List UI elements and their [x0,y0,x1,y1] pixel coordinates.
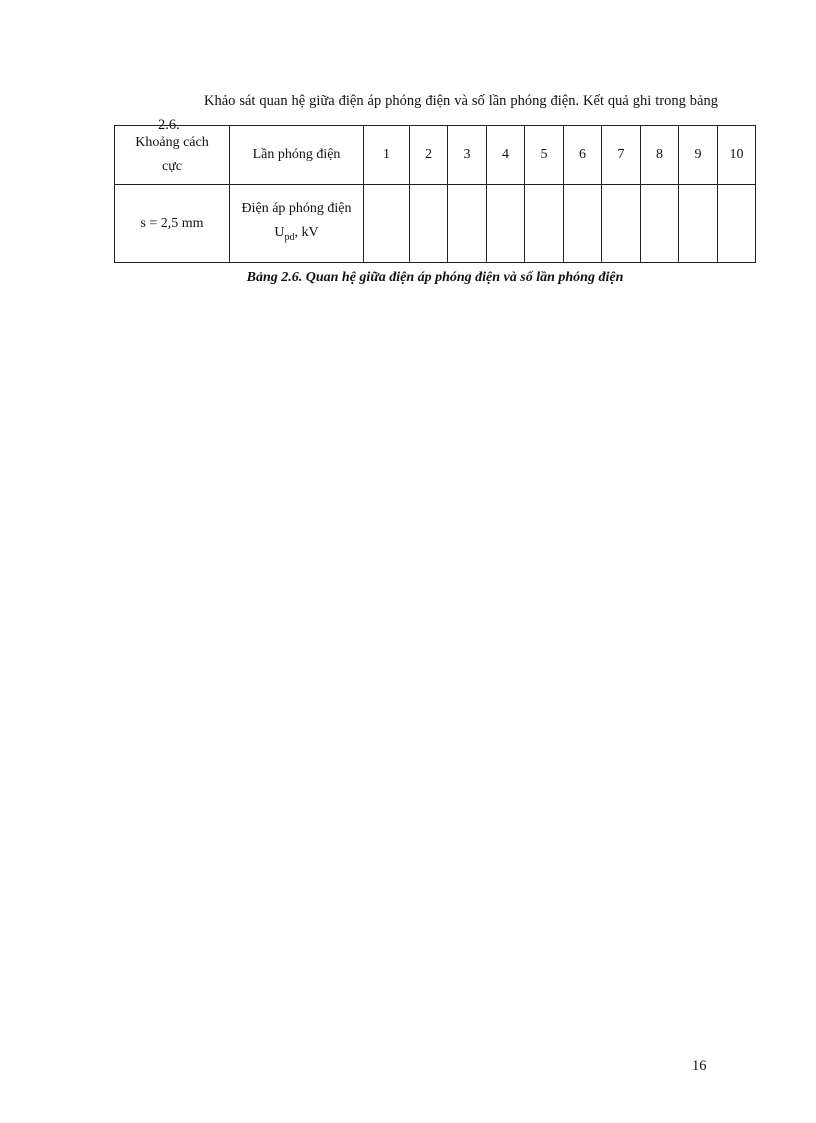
voltage-symbol: U [274,225,285,241]
table-header-row [115,126,756,185]
distance-value: s = 2,5 mm [140,215,204,231]
voltage-value-cell [718,185,756,263]
count-header-label: Lần phóng điện [252,147,341,162]
discharge-number: 1 [383,147,390,162]
intro-paragraph: Khảo sát quan hệ giữa điện áp phóng điện và số lần phóng điện. Kết quả ghi trong bảng 2.6. [158,92,718,133]
table-caption: Bảng 2.6. Quan hệ giữa điện áp phóng điện và số lần phóng điện [246,270,624,285]
voltage-value-cell [410,185,448,263]
distance-header-label: Khoảng cách cực [135,135,209,174]
discharge-number-cell [364,126,410,185]
voltage-unit: , kV [294,225,319,241]
discharge-number: 2 [425,147,432,162]
voltage-label: Điện áp phóng điện [241,201,352,217]
discharge-number: 9 [694,147,702,162]
voltage-value-cell [487,185,525,263]
discharge-number-cell [448,126,487,185]
discharge-table [114,125,756,263]
voltage-value-cell [602,185,641,263]
distance-value-cell [115,185,230,263]
table-value-row [115,185,756,263]
distance-header-cell [115,126,230,185]
voltage-symbol-line [230,221,363,250]
voltage-subscript: pd [284,231,295,243]
discharge-number-cell [679,126,718,185]
discharge-number: 4 [502,147,509,162]
count-header-cell [230,126,364,185]
discharge-number-cell [718,126,756,185]
discharge-number-cell [602,126,641,185]
discharge-number-cell [410,126,448,185]
discharge-number: 3 [463,147,471,162]
discharge-number-cell [641,126,679,185]
voltage-value-cell [448,185,487,263]
discharge-number: 8 [656,147,663,162]
discharge-number: 10 [729,147,744,162]
voltage-value-cell [564,185,602,263]
voltage-value-cell [525,185,564,263]
discharge-number: 6 [579,147,586,162]
voltage-value-cell [641,185,679,263]
discharge-number: 5 [540,147,548,162]
discharge-number-cell [525,126,564,185]
page-number: 16 [692,1058,707,1074]
discharge-number-cell [487,126,525,185]
voltage-value-cell [679,185,718,263]
voltage-label-cell [230,185,364,263]
voltage-value-cell [364,185,410,263]
discharge-number: 7 [617,147,625,162]
discharge-number-cell [564,126,602,185]
